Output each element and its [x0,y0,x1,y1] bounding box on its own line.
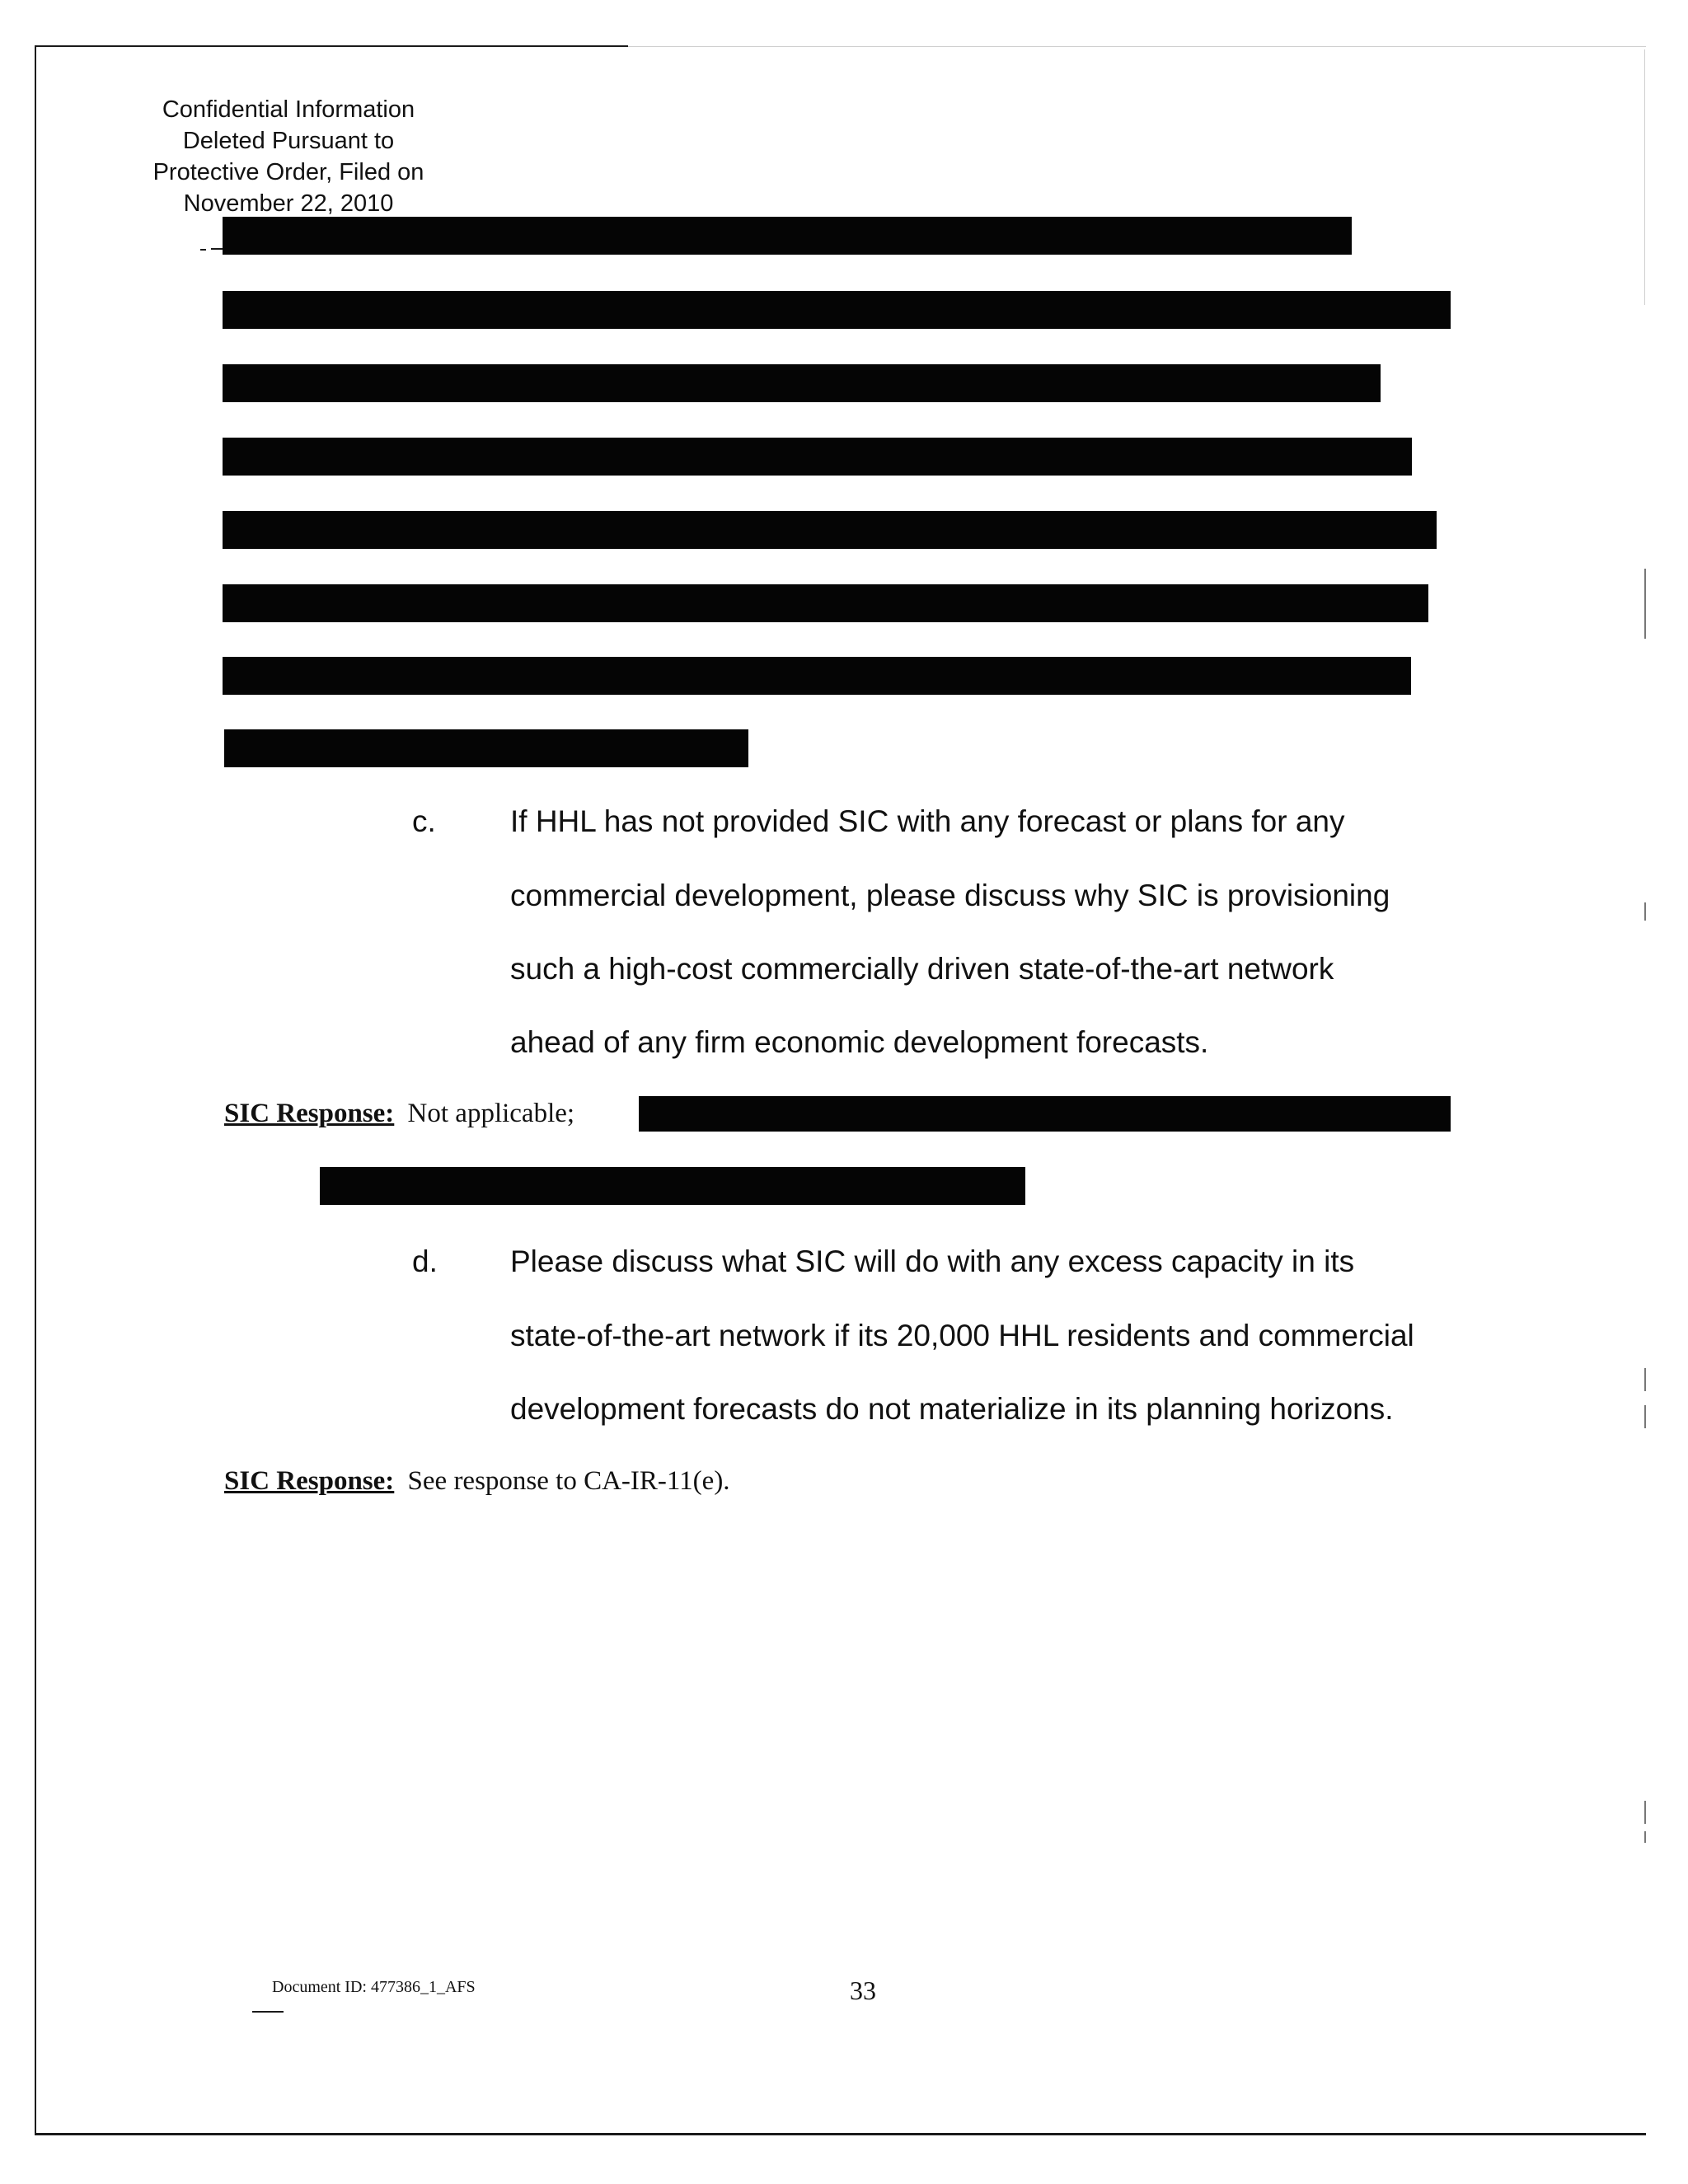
redaction-block [223,364,1381,402]
margin-mark [1644,1831,1646,1843]
scan-dash [211,248,223,250]
page-number: 33 [850,1975,876,2005]
confidentiality-line: Deleted Pursuant to [182,128,395,154]
page-border-top [35,45,628,47]
item-d-line: Please discuss what SIC will do with any excess capacity in its [510,1244,1355,1278]
item-c-line: ahead of any firm economic development forecasts. [510,1025,1209,1059]
response-text: Not applicable; [407,1099,575,1128]
item-c-line: If HHL has not provided SIC with any forecast or plans for any [510,804,1345,838]
redaction-block [223,657,1411,695]
redaction-block [223,217,1352,255]
item-d-letter: d. [412,1244,438,1278]
margin-mark [1644,1368,1646,1391]
confidentiality-line: Confidential Information [162,96,415,123]
margin-mark [1644,49,1645,305]
redaction-block [224,729,748,767]
response-label: SIC Response: [224,1466,395,1496]
item-c-line: such a high-cost commercially driven state-of-the-art network [510,952,1334,986]
document-id: Document ID: 477386_1_AFS [272,1978,476,1996]
item-c-line: commercial development, please discuss why SIC is provisioning [510,879,1390,912]
redaction-block [223,291,1451,329]
confidentiality-line: Protective Order, Filed on [152,159,424,185]
margin-mark [1644,1405,1646,1428]
response-c [224,1099,574,1129]
margin-mark [1644,902,1646,921]
margin-mark [1644,569,1646,639]
item-d-line: development forecasts do not materialize in its planning horizons. [510,1392,1394,1426]
page-border-top-faint [628,46,1646,47]
margin-mark [1644,1801,1646,1824]
response-label: SIC Response: [224,1099,395,1128]
confidentiality-notice [124,94,453,219]
scan-dash [252,2011,284,2013]
redaction-block [639,1096,1451,1132]
item-c-letter: c. [412,804,436,838]
page-border-bottom [35,2133,1646,2135]
redaction-block [223,584,1428,622]
redaction-block [223,438,1412,476]
redaction-block [223,511,1437,549]
redaction-block [320,1167,1025,1205]
item-d-line: state-of-the-art network if its 20,000 HHL residents and commercial [510,1319,1414,1352]
response-d [224,1466,730,1497]
confidentiality-line: November 22, 2010 [183,190,394,217]
scan-dash [200,249,206,251]
response-text: See response to CA-IR-11(e). [407,1466,730,1496]
page-border-left [35,45,36,2135]
